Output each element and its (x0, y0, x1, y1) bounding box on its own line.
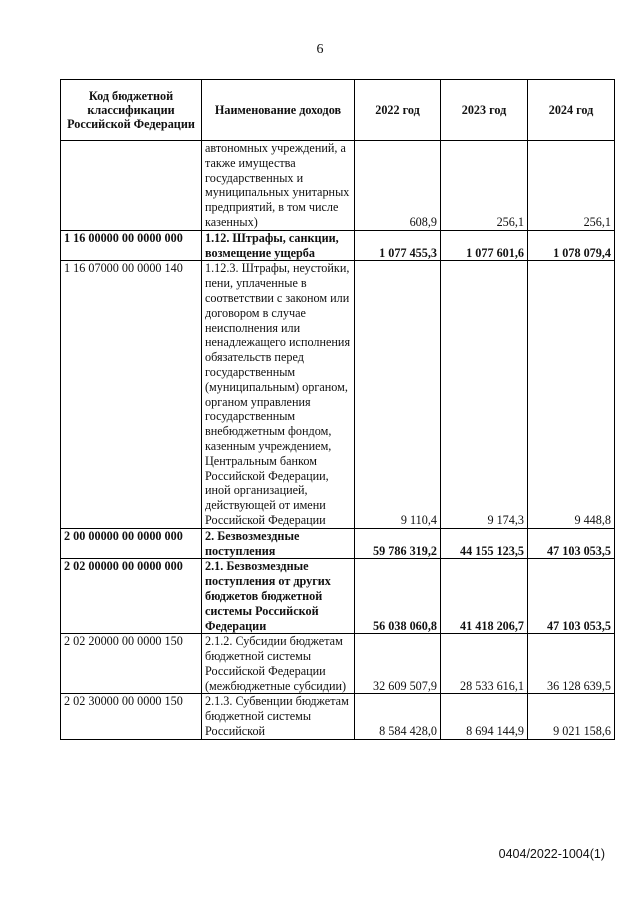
row-value-2023: 28 533 616,1 (441, 634, 528, 694)
header-2022: 2022 год (355, 80, 441, 141)
row-code: 1 16 00000 00 0000 000 (61, 230, 202, 261)
row-code: 2 02 20000 00 0000 150 (61, 634, 202, 694)
row-value-2023: 41 418 206,7 (441, 559, 528, 634)
table-row (61, 694, 615, 739)
row-value-2024: 1 078 079,4 (528, 230, 615, 261)
table-header-row (61, 80, 615, 141)
row-code: 2 00 00000 00 0000 000 (61, 528, 202, 559)
row-name: 1.12. Штрафы, санкции, возмещение ущерба (202, 230, 355, 261)
row-value-2024: 47 103 053,5 (528, 528, 615, 559)
row-value-2023: 1 077 601,6 (441, 230, 528, 261)
table-row (61, 261, 615, 528)
row-value-2022: 1 077 455,3 (355, 230, 441, 261)
page-number: 6 (316, 42, 324, 57)
table-row (61, 559, 615, 634)
row-value-2022: 608,9 (355, 141, 441, 231)
row-value-2022: 56 038 060,8 (355, 559, 441, 634)
revenue-table (60, 79, 615, 740)
row-name: 1.12.3. Штрафы, неустойки, пени, уплаченные в соответствии с законом или договором в случае неисполнения или ненадлежащего исполнения обязательств перед государственным (муниципальным) органом, органом управления государственным внебюджетным фондом, казенным учреждением, Центральным банком Российской Федерации, иной организацией, действующей от имени Российской Федерации (202, 261, 355, 528)
row-name: 2. Безвозмездные поступления (202, 528, 355, 559)
header-code: Код бюджетной классификации Российской Федерации (61, 80, 202, 141)
row-value-2022: 9 110,4 (355, 261, 441, 528)
header-name: Наименование доходов (202, 80, 355, 141)
row-value-2023: 256,1 (441, 141, 528, 231)
row-value-2024: 256,1 (528, 141, 615, 231)
row-code (61, 141, 202, 231)
row-code: 2 02 00000 00 0000 000 (61, 559, 202, 634)
table-row (61, 528, 615, 559)
row-value-2023: 8 694 144,9 (441, 694, 528, 739)
row-value-2024: 47 103 053,5 (528, 559, 615, 634)
row-code: 1 16 07000 00 0000 140 (61, 261, 202, 528)
row-code: 2 02 30000 00 0000 150 (61, 694, 202, 739)
row-value-2024: 9 448,8 (528, 261, 615, 528)
row-value-2022: 32 609 507,9 (355, 634, 441, 694)
row-value-2024: 9 021 158,6 (528, 694, 615, 739)
table-row (61, 141, 615, 231)
row-value-2022: 59 786 319,2 (355, 528, 441, 559)
table-row (61, 230, 615, 261)
row-value-2023: 9 174,3 (441, 261, 528, 528)
row-name: 2.1.3. Субвенции бюджетам бюджетной системы Российской (202, 694, 355, 739)
row-name: 2.1.2. Субсидии бюджетам бюджетной системы Российской Федерации (межбюджетные субсидии) (202, 634, 355, 694)
table-row (61, 634, 615, 694)
row-value-2022: 8 584 428,0 (355, 694, 441, 739)
header-2024: 2024 год (528, 80, 615, 141)
document-number: 0404/2022-1004(1) (498, 847, 605, 861)
header-2023: 2023 год (441, 80, 528, 141)
row-value-2023: 44 155 123,5 (441, 528, 528, 559)
row-name: 2.1. Безвозмездные поступления от других бюджетов бюджетной системы Российской Федерации (202, 559, 355, 634)
row-name: автономных учреждений, а также имущества государственных и муниципальных унитарных предприятий, в том числе казенных) (202, 141, 355, 231)
row-value-2024: 36 128 639,5 (528, 634, 615, 694)
